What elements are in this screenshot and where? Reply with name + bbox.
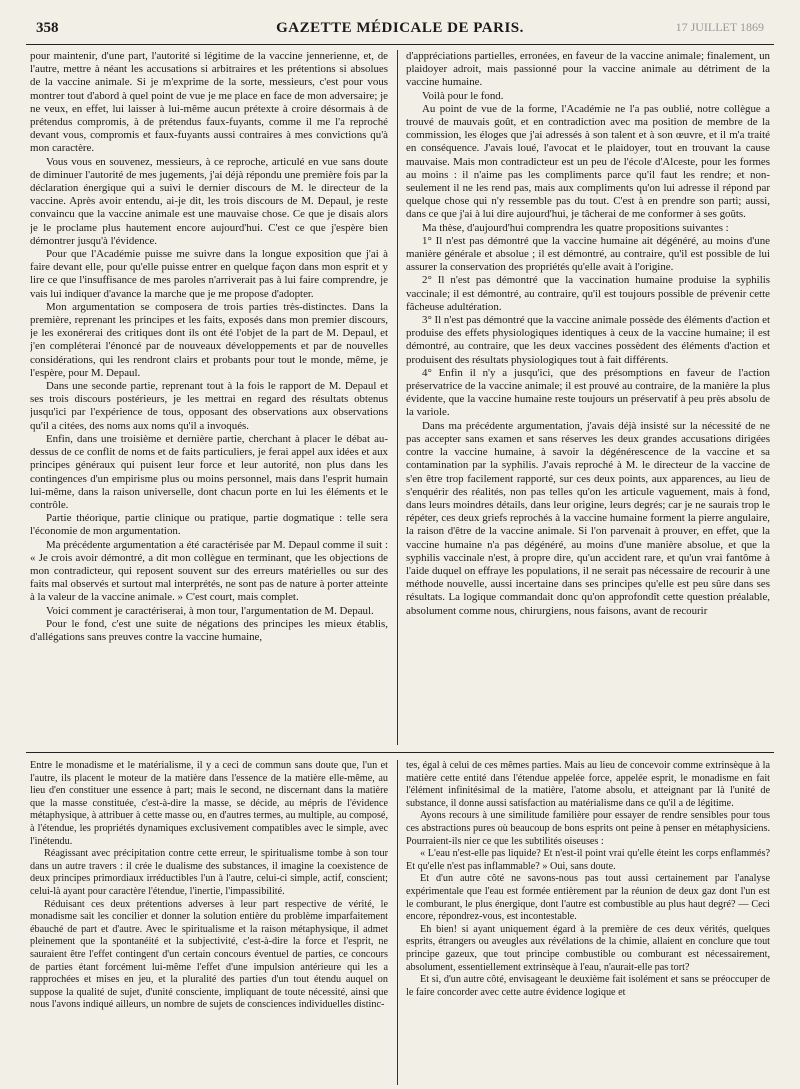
paragraph: Ayons recours à une similitude familière pour essayer de rendre sensibles pour tous ces abstractions pures où beaucoup de bons esprits ont peine à penser en métaphysiciens. Pourraient-ils nier ce que les subtilités oiseuses : xyxy=(406,810,770,847)
paragraph: Vous vous en souvenez, messieurs, à ce reproche, articulé en vue sans doute de diminuer l'autorité de mes jugements, j'ai déjà répondu une première fois par la déclaration énergique qui a suivi le dernier discours de M. le directeur de la vaccine. Après avoir entendu, ai-je dit, les trois discours de M. Depaul, je reste convaincu que la vaccine animale est une mauvaise chose. Ce que je disais alors je le proclame plus hautement encore aujourd'hui. C'est ce que j'espère bien démontrer jusqu'à l'évidence. xyxy=(30,155,388,247)
footnote-column-left xyxy=(30,760,388,1085)
paragraph: 1° Il n'est pas démontré que la vaccine humaine ait dégénéré, au moins d'une manière générale et absolue ; il est démontré, au contraire, qu'il est possible de lui assurer la conservation des propriétés qu'elle avait à l'origine. xyxy=(406,234,770,274)
paragraph: Ma thèse, d'aujourd'hui comprendra les quatre propositions suivantes : xyxy=(422,221,729,234)
paragraph: 2° Il n'est pas démontré que la vaccination humaine produise la syphilis vaccinale; il est démontré, au contraire, qu'il est toujours possible de prévenir cette fâcheuse adultération. xyxy=(406,274,770,313)
paragraph: « L'eau n'est-elle pas liquide? Et n'est-il point vrai qu'elle éteint les corps enflammés? Et qu'elle n'est pas inflammable? » Oui, sans doute. xyxy=(406,848,770,872)
paragraph: Au point de vue de la forme, l'Académie ne l'a pas oublié, notre collègue a trouvé de mauvais goût, et en contradiction avec ma position de membre de la commission, les éloges que j'ai adressés à son talent et à son œuvre, et il m'a traité en conséquence. J'avais loué, l'avocat et le plaidoyer, tout en trouvant la cause mauvaise. Mais mon contradicteur est un peu de l'école d'Alceste, pour les formes au moins : il n'aime pas les compliments parce qu'il faut les rendre; et non-seulement il ne les rend pas, mais aux compliments qu'on lui adresse il répond par quelque chose qui n'y ressemble pas du tout. C'est à en prendre son parti; aussi, dans ce que j'ai à lui dire aujourd'hui, je tâcherai de me conformer à ses goûts. xyxy=(406,102,770,221)
paragraph: Eh bien! si ayant uniquement égard à la première de ces deux vérités, quelques esprits, étrangers ou aveugles aux révélations de la chimie, allaient en conclure que tout principe gazeux, que tout principe combustible ou comburant est nécessairement, absolument, essentiellement extrinsèque à l'eau, n'aurait-elle pas tort? xyxy=(406,923,770,973)
article-column-left xyxy=(30,50,388,745)
paragraph: Réduisant ces deux prétentions adverses à leur part respective de vérité, le monadisme sait les concilier et donner la solution entière du problème imparfaitement ébauché de part et d'autre. Avec le spiritualisme et la raison métaphysique, il admet pleinement que la spontanéité et la subjectivité, c'est-à-dire la force et l'esprit, ne sauraient être l'effet contingent d'un certain concours éventuel de parties, ce concours de parties étant forcément lui-même l'effet d'une impulsion antérieure qui les a rapprochées et mises en jeu, et la pluralité des parties d'un tout étendu auquel on suppose la qualité de sujet, d'unité consciente, impliquant de toute nécessité, ainsi que nous l'avons indiqué ailleurs, un nombre de sujets de consciences individuelles distinc- xyxy=(30,898,388,1011)
column-divider xyxy=(397,50,398,745)
paragraph: Réagissant avec précipitation contre cette erreur, le spiritualisme tombe à son tour dans un autre travers : il crée le dualisme des substances, il imagine la coexistence de deux principes primordiaux irréductibles l'un à l'autre, celui-ci simple, actif, conscient; celui-là ayant pour caractère l'étendue, l'inertie, l'impassibilité. xyxy=(30,848,388,897)
paragraph: Enfin, dans une troisième et dernière partie, cherchant à placer le débat au-dessus de ce conflit de noms et de faits particuliers, je ferai appel aux idées et aux principes généraux qui puisent leur force et leur autorité, non plus dans les contingences d'un empirisme plus ou moins personnel, mais dans l'esprit humain lui-même, dans la raison universelle, dont chacun porte en lui les éléments et le contrôle. xyxy=(30,432,388,511)
footnote-column-divider xyxy=(397,760,398,1085)
paragraph: Pour le fond, c'est une suite de négations des principes les mieux établis, d'allégations sans preuves contre la vaccine humaine, xyxy=(30,617,388,643)
paragraph: 4° Enfin il n'y a jusqu'ici, que des présomptions en faveur de l'action préservatrice de la vaccine animale; il est prouvé au contraire, de la manière la plus évidente, que la vaccine humaine reste toujours un préservatif à peu près absolu de la variole. xyxy=(406,366,770,419)
paragraph: Voici comment je caractériserai, à mon tour, l'argumentation de M. Depaul. xyxy=(46,604,374,617)
paragraph: Entre le monadisme et le matérialisme, il y a ceci de commun sans doute que, l'un et l'autre, ils placent le moteur de la matière dans l'essence de la matière elle-même, au lieu d'en constituer une essence à part; mais le second, ne discernant dans la matière que la masse constituée, c'est-à-dire la masse, se décide, au mépris de l'évidence métaphysique, à attribuer à cette masse ou, en d'autres termes, au multiple, au composé, à l'étendue, les propriétés dynamiques exclusivement compatibles avec le simple, avec l'inétendu. xyxy=(30,760,388,847)
paragraph: Ma précédente argumentation a été caractérisée par M. Depaul comme il suit : « Je crois avoir démontré, a dit mon collègue en terminant, que les objections de mon contradicteur, qui reposent souvent sur des erreurs matérielles ou sur des faits mal observés et surtout mal interprétés, ne sont pas de nature à porter atteinte à la valeur de la vaccine animale. » C'est court, mais complet. xyxy=(30,538,388,604)
paragraph: Partie théorique, partie clinique ou pratique, partie dogmatique : telle sera l'économie de mon argumentation. xyxy=(30,512,388,538)
paragraph: tes, égal à celui de ces mêmes parties. Mais au lieu de concevoir comme extrinsèque à la matière cette entité dans l'étendue appelée force, appelée esprit, le monadisme en fait l'élément infinitésimal de la matière, l'atome absolu, et atteignant par là l'unité de substance, il donne aussi satisfaction au matérialisme dans ce qu'il a de légitime. xyxy=(406,760,770,809)
footnote-column-right xyxy=(406,760,770,1085)
footnote-rule xyxy=(26,752,774,753)
header-rule xyxy=(26,44,774,45)
journal-title: GAZETTE MÉDICALE DE PARIS. xyxy=(276,20,524,36)
paragraph: Et si, d'un autre côté, envisageant le deuxième fait isolément et sans se préoccuper de le faire concorder avec cette autre évidence logique et xyxy=(406,974,770,998)
page-number: 358 xyxy=(36,20,59,36)
paragraph: d'appréciations partielles, erronées, en faveur de la vaccine animale; finalement, un plaidoyer adroit, mais passionné pour la vaccine animale au détriment de la vaccine humaine. xyxy=(406,50,770,89)
paragraph: Pour que l'Académie puisse me suivre dans la longue exposition que j'ai à faire devant elle, pour qu'elle puisse entrer en quelque façon dans mon esprit et y lire ce que l'insuffisance de mes paroles n'arriverait pas à lui faire comprendre, je vais lui indiquer d'avance la marche que je me propose d'adopter. xyxy=(30,248,388,300)
paragraph: Dans ma précédente argumentation, j'avais déjà insisté sur la nécessité de ne pas accepter sans examen et sans réserves les deux grandes accusations dirigées contre la vaccine humaine, à savoir la dégénérescence de la vaccine et sa contamination par la syphilis. J'avais reproché à M. le directeur de la vaccine de s'en être trop facilement rapporté, sur ces deux points, aux apparences, au lieu de s'enquérir des réalités, non pas telles qu'on les articule vaguement, mais à fond, dans leurs moindres détails, dans leur origine, leurs degrés; car je ne saurais trop le répéter, ces deux griefs reprochés à la vaccine humaine forment la pierre angulaire, la raison d'être de la vaccine animale. Si l'on parvenait à prouver, en effet, que la vaccine humaine n'a pas dégénéré, au moins d'une manière absolue, et que la syphilis vaccinale n'est, à propre dire, qu'un accident rare, et qu'un vrai fantôme à l'aide duquel on effraye les populations, il ne serait pas nécessaire de recourir à une méthode nouvelle, aussi incertaine dans ses principes qu'elle est peu sûre dans ses résultats. La logique commandait donc qu'on approfondît cette question préalable, absolument comme nous, chirurgiens, nous faisons, avant de recourir xyxy=(406,419,770,617)
paragraph: Et d'un autre côté ne savons-nous pas tout aussi certainement par l'analyse expérimentale que l'eau est formée entièrement par la réunion de deux gaz dont l'un est le comburant, le plus énergique, dont l'autre est combustible au plus haut degré? — Ceci encore, répondrez-vous, est incontestable. xyxy=(406,873,770,923)
paragraph: pour maintenir, d'une part, l'autorité si légitime de la vaccine jennerienne, et, de l'autre, mettre à néant les accusations si arbitraires et les prétentions si absolues de la vaccine animale. Si je m'exprime de la sorte, messieurs, c'est pour vous montrer tout d'abord à quel point de vue je me place en face de mon adversaire; je ne veux, en effet, lui laisser à lui-même aucun prétexte à croire désormais à de prétendus compromis, à de prétendus faux-fuyants, comme il me l'a reproché devant vous, compromis et faux-fuyants aussi contraires à mes convictions qu'à mon caractère. xyxy=(30,50,388,155)
article-column-right xyxy=(406,50,770,745)
paragraph: Voilà pour le fond. xyxy=(422,89,504,102)
paragraph: Mon argumentation se composera de trois parties très-distinctes. Dans la première, reprenant les principes et les faits, exposés dans mon premier discours, je les exonérerai des critiques dont ils ont été l'objet de la part de M. Depaul, et j'en compléterai l'énoncé par de nouveaux développements et par de nouvelles considérations, qui les rendront clairs et probants pour tout le monde, même, je l'espère, pour M. Depaul. xyxy=(30,300,388,379)
paragraph: Dans une seconde partie, reprenant tout à la fois le rapport de M. Depaul et ses trois discours postérieurs, je les mettrai en regard des résultats obtenus jusqu'ici par l'expérience de tous, opposant des observations aux observations qu'il a citées, des noms aux noms qu'il a invoqués. xyxy=(30,380,388,432)
page-header xyxy=(26,18,774,42)
issue-date: 17 JUILLET 1869 xyxy=(675,20,764,34)
paragraph: 3° Il n'est pas démontré que la vaccine animale possède des éléments d'action et produise des effets physiologiques identiques à ceux de la vaccine humaine; il est démontré, au contraire, que les deux vaccines possèdent des éléments d'action et produisent des résultats physiologiques tout à fait différents. xyxy=(406,314,770,366)
